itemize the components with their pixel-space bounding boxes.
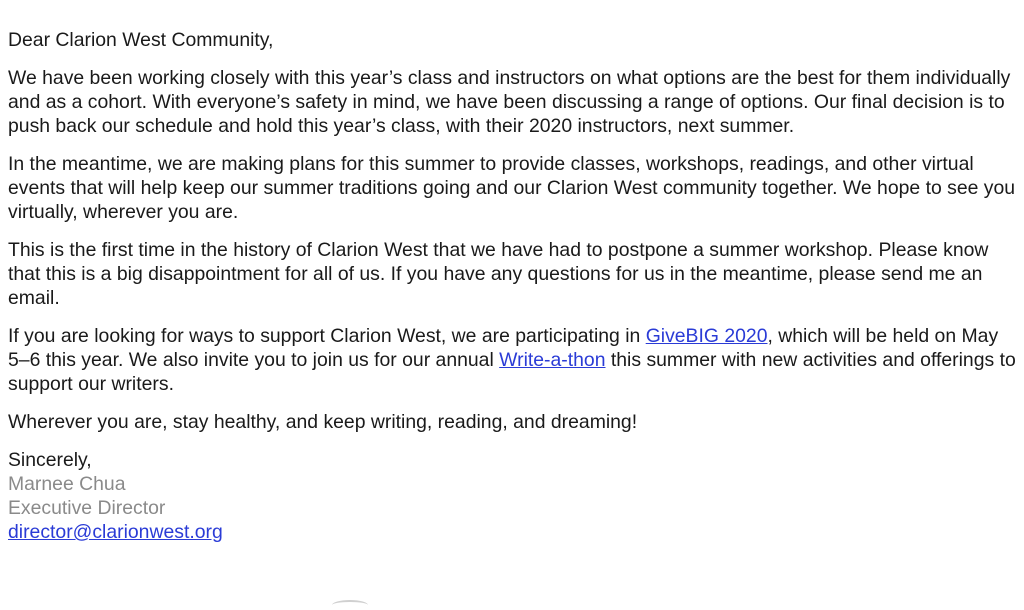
paragraph-class-postponed: We have been working closely with this year’s class and instructors on what options are the best for them individually and as a cohort. With everyone’s safety in mind, we have been discussing a range of options. Our final decision is to push back our schedule and hold this year’s class, with their 2020 instructors, next summer. xyxy=(8,67,1011,137)
signature-name: Marnee Chua xyxy=(8,473,126,495)
write-a-thon-link[interactable]: Write-a-thon xyxy=(499,349,606,371)
paragraph-support xyxy=(8,324,1020,396)
scroll-edge-artifact xyxy=(332,600,368,610)
paragraph-closing-wish: Wherever you are, stay healthy, and keep writing, reading, and dreaming! xyxy=(8,411,638,433)
paragraph-virtual-events: In the meantime, we are making plans for this summer to provide classes, workshops, readings, and other virtual events that will help keep our summer traditions going and our Clarion West community together. We hope to see you virtually, wherever you are. xyxy=(8,153,1016,223)
signature-block xyxy=(8,448,1020,544)
letter-greeting: Dear Clarion West Community, xyxy=(8,29,274,51)
support-text-1: If you are looking for ways to support Clarion West, we are participating in xyxy=(8,325,646,347)
support-text-2: , which will be held on May 5–6 this year. We also invite you to join us for our annual xyxy=(8,325,999,371)
signature-closing: Sincerely, xyxy=(8,449,92,471)
support-text-3: this summer with new activities and offerings to support our writers. xyxy=(8,349,1016,395)
givebig-link[interactable]: GiveBIG 2020 xyxy=(645,325,768,347)
letter-body xyxy=(8,28,1020,544)
signature-title: Executive Director xyxy=(8,497,166,519)
paragraph-first-time: This is the first time in the history of Clarion West that we have had to postpone a summer workshop. Please know that this is a big disappointment for all of us. If you have any questions for us in the meantime, please send me an email. xyxy=(8,239,989,309)
director-email-link[interactable]: director@clarionwest.org xyxy=(8,521,223,543)
